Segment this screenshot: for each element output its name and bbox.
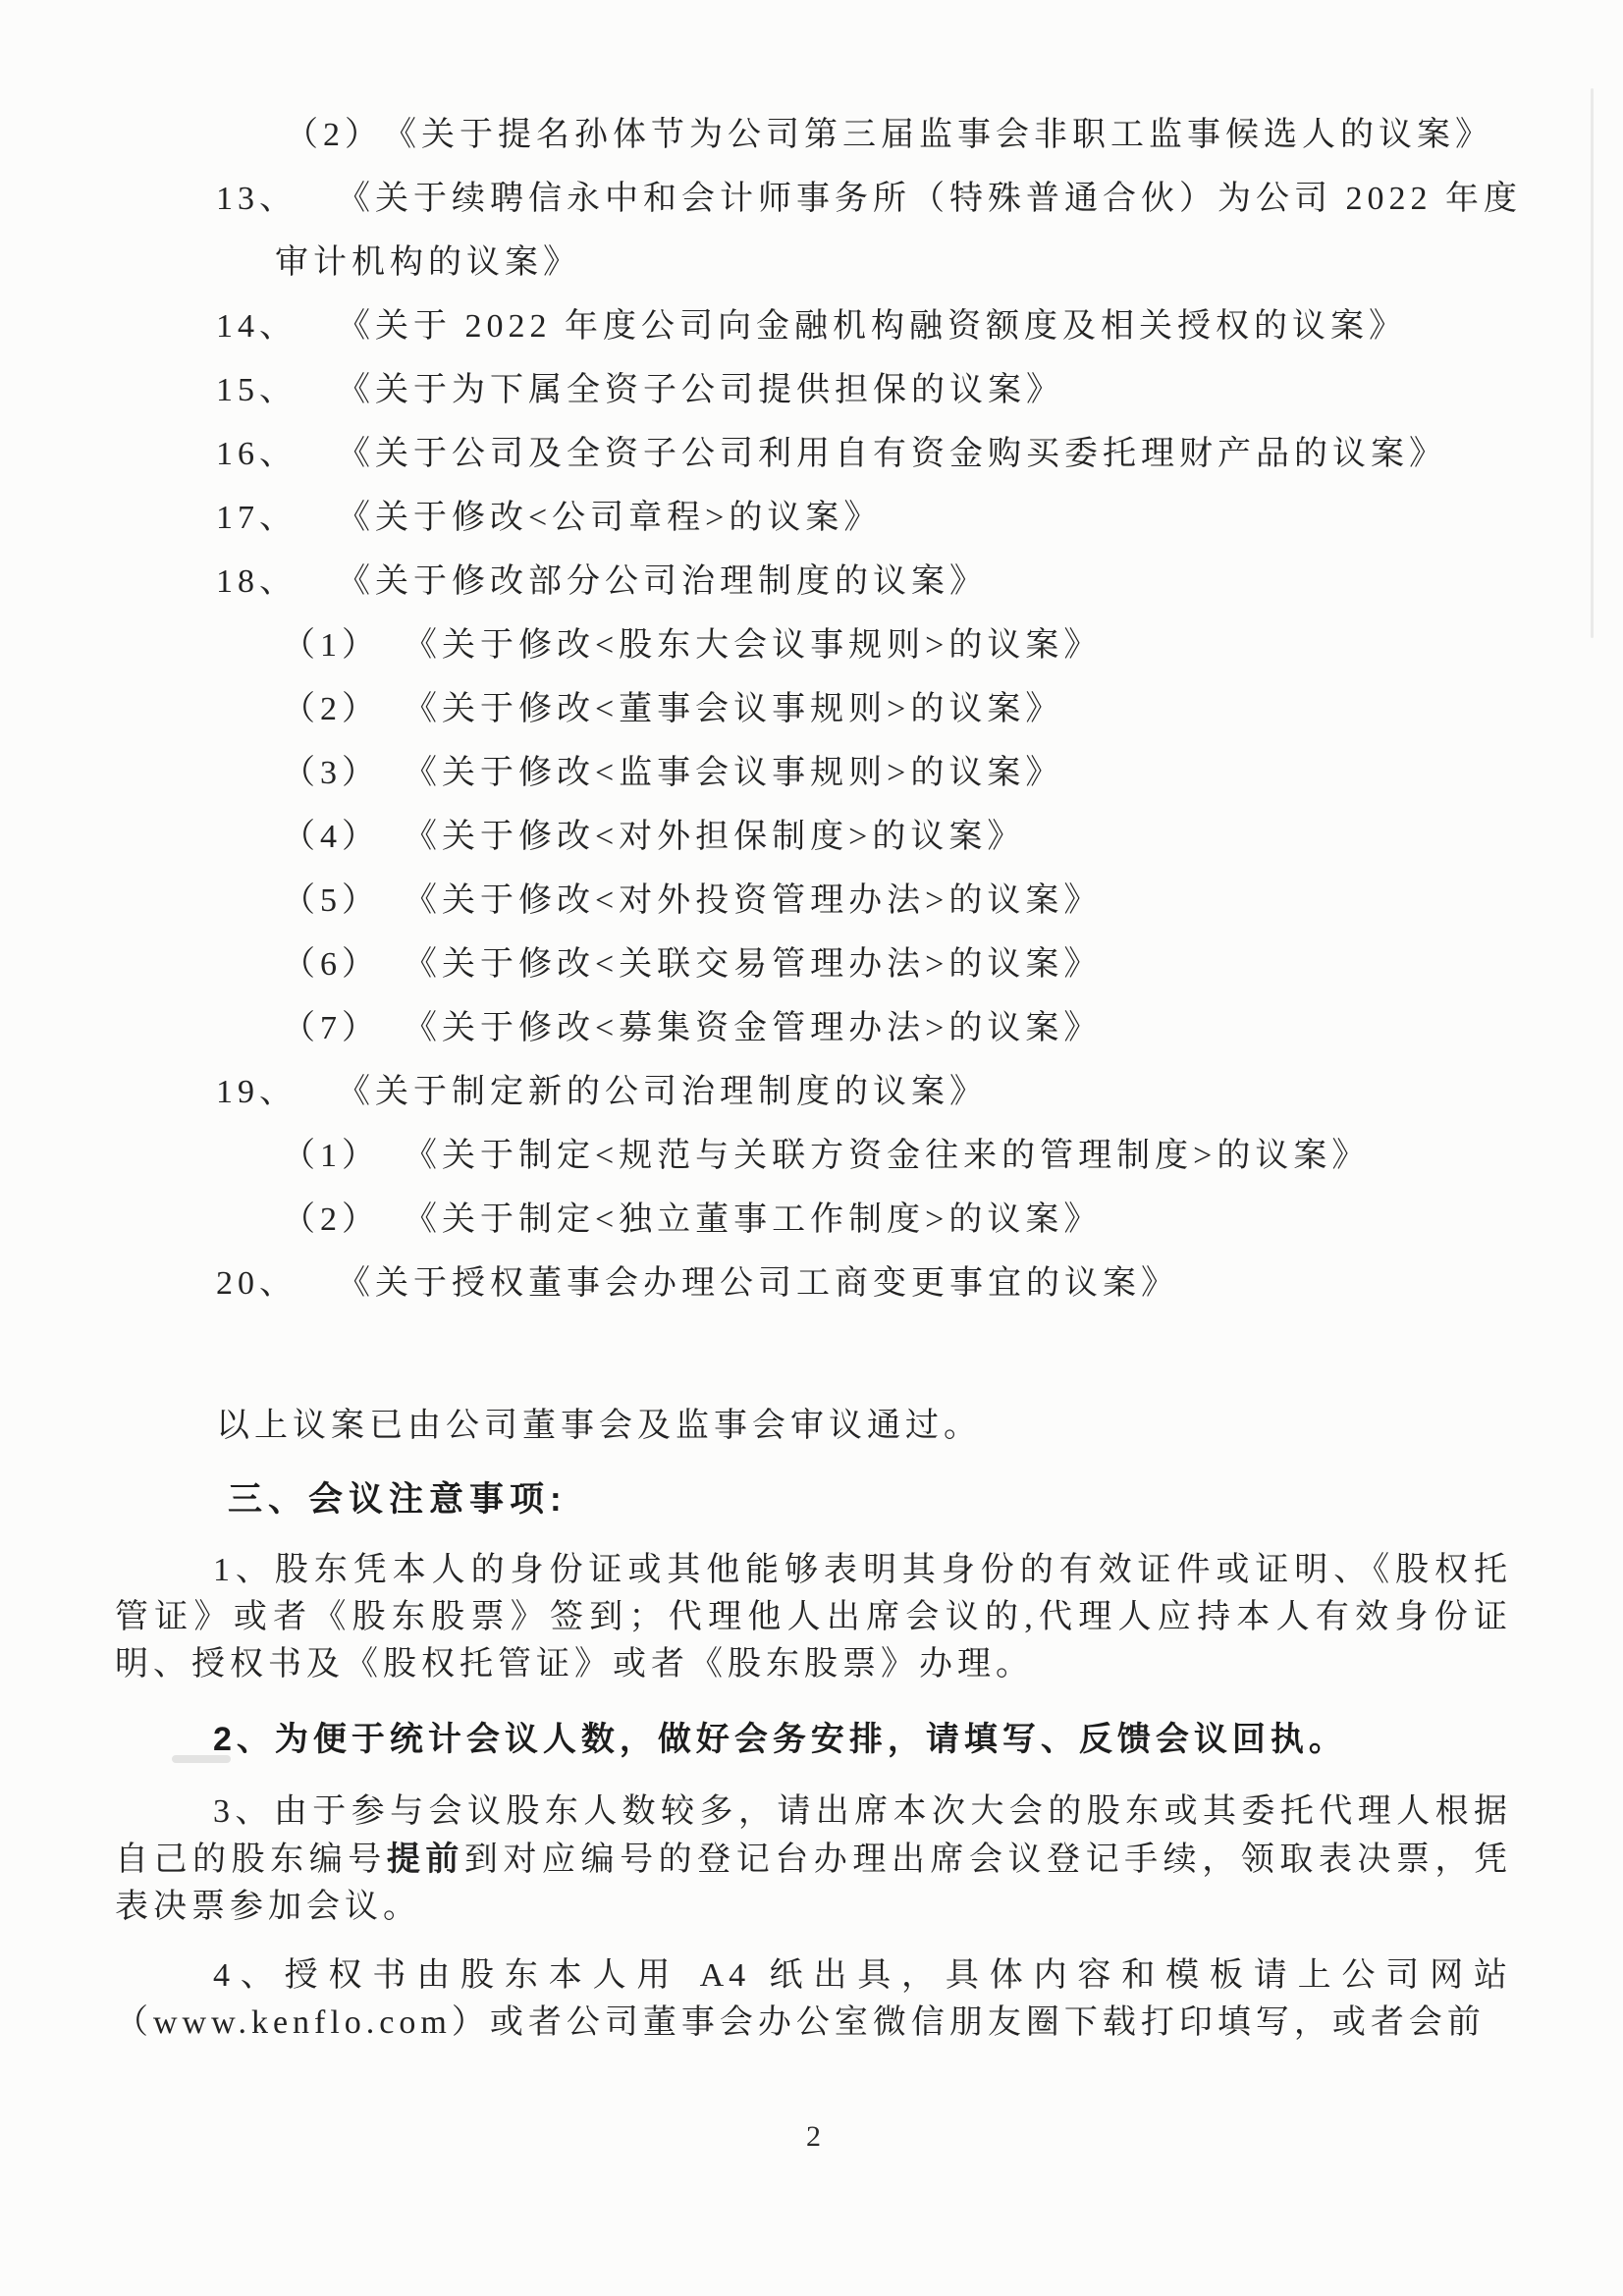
agenda-item-text: 《关于修改<关联交易管理办法>的议案》 [404, 946, 1103, 983]
agenda-item-text: 《关于修改<董事会议事规则>的议案》 [404, 691, 1064, 727]
agenda-item [115, 167, 1522, 231]
agenda-item [115, 1060, 1512, 1124]
agenda-item-continuation [115, 231, 1512, 294]
agenda-item-number: 17、 [216, 500, 298, 536]
section-heading: 三、会议注意事项: [228, 1480, 568, 1519]
agenda-subitem [115, 933, 1512, 996]
agenda-item-text: 《关于 2022 年度公司向金融机构融资额度及相关授权的议案》 [337, 308, 1407, 345]
agenda-item [115, 358, 1512, 422]
note-paragraph-2: 2、为便于统计会议人数，做好会务安排，请填写、反馈会议回执。 [213, 1721, 1347, 1758]
agenda-item-number: （1） [282, 1138, 380, 1174]
agenda-item-text: 《关于修改<对外投资管理办法>的议案》 [404, 882, 1103, 919]
agenda-subitem [115, 869, 1512, 933]
agenda-item-text: 《关于续聘信永中和会计师事务所（特殊普通合伙）为公司 2022 年度 [337, 181, 1522, 217]
agenda-item-number: （2） [282, 1201, 380, 1238]
agenda-item-text: 《关于制定<规范与关联方资金往来的管理制度>的议案》 [404, 1138, 1371, 1174]
agenda-item-text: 《关于修改<股东大会议事规则>的议案》 [404, 627, 1103, 664]
agenda-item-number: （1） [282, 627, 380, 664]
agenda-item-number: （2） [282, 691, 380, 727]
agenda-item-number: 18、 [216, 563, 298, 600]
agenda-subitem [115, 1188, 1512, 1252]
note-3-text: 3、由于参与会议股东人数较多，请出席本次大会的股东或其委托代理人根据自己的股东编号 [115, 1793, 1512, 1878]
agenda-item-number: （3） [282, 755, 380, 791]
agenda-item-number: 20、 [216, 1265, 298, 1302]
agenda-subitem [115, 614, 1512, 677]
agenda-item-text: 《关于为下属全资子公司提供担保的议案》 [337, 372, 1064, 408]
agenda-item-text: 《关于修改<对外担保制度>的议案》 [404, 819, 1026, 855]
note-paragraph-3 [115, 1789, 1512, 1931]
agenda-item-number: （2） [285, 117, 383, 153]
agenda-item-text: 《关于修改<监事会议事规则>的议案》 [404, 755, 1064, 791]
approval-note: 以上议案已由公司董事会及监事会审议通过。 [216, 1408, 982, 1444]
note-paragraph-1: 1、股东凭本人的身份证或其他能够表明其身份的有效证件或证明、《股权托管证》或者《股东股票》签到；代理他人出席会议的,代理人应持本人有效身份证明、授权书及《股权托管证》或者《股东股票》办理。 [115, 1552, 1512, 1682]
agenda-item-number: （7） [282, 1010, 380, 1046]
agenda-item-text: 《关于授权董事会办理公司工商变更事宜的议案》 [337, 1265, 1179, 1302]
agenda-item-number: （5） [282, 882, 380, 919]
agenda-item-number: 19、 [216, 1074, 298, 1110]
agenda-item-text: 《关于修改<公司章程>的议案》 [337, 500, 883, 536]
agenda-item-number: （4） [282, 819, 380, 855]
note-3-emphasis: 提前 [386, 1841, 464, 1878]
note-paragraph-4: 4、授权书由股东本人用 A4 纸出具，具体内容和模板请上公司网站（www.kenflo.com）或者公司董事会办公室微信朋友圈下载打印填写，或者会前 [115, 1957, 1512, 2041]
agenda-list [115, 103, 1522, 1315]
note-3-text: 到对应编号的登记台办理出席会议登记手续，领取表决票，凭表决票参加会议。 [115, 1842, 1513, 1925]
agenda-item [115, 1252, 1512, 1315]
agenda-item-text: 《关于制定<独立董事工作制度>的议案》 [404, 1201, 1103, 1238]
agenda-item-number: 16、 [216, 436, 298, 472]
agenda-item [115, 550, 1512, 614]
agenda-item-text: 《关于提名孙体节为公司第三届监事会非职工监事候选人的议案》 [383, 117, 1493, 153]
agenda-subitem [115, 1124, 1512, 1188]
agenda-item-text: 审计机构的议案》 [275, 244, 581, 281]
agenda-item-number: 14、 [216, 308, 298, 345]
agenda-subitem [115, 677, 1512, 741]
agenda-item-number: 13、 [216, 181, 298, 217]
agenda-item-number: 15、 [216, 372, 298, 408]
agenda-subitem [115, 805, 1512, 869]
agenda-item [115, 486, 1512, 550]
agenda-subitem [115, 996, 1512, 1060]
agenda-item-text: 《关于制定新的公司治理制度的议案》 [337, 1074, 988, 1110]
page-number: 2 [806, 2120, 821, 2153]
agenda-item [115, 422, 1512, 486]
agenda-item [115, 294, 1512, 358]
agenda-item-text: 《关于公司及全资子公司利用自有资金购买委托理财产品的议案》 [337, 436, 1447, 472]
agenda-item [115, 103, 1512, 167]
agenda-subitem [115, 741, 1512, 805]
agenda-item-number: （6） [282, 946, 380, 983]
agenda-item-text: 《关于修改<募集资金管理办法>的议案》 [404, 1010, 1103, 1046]
agenda-item-text: 《关于修改部分公司治理制度的议案》 [337, 563, 988, 600]
